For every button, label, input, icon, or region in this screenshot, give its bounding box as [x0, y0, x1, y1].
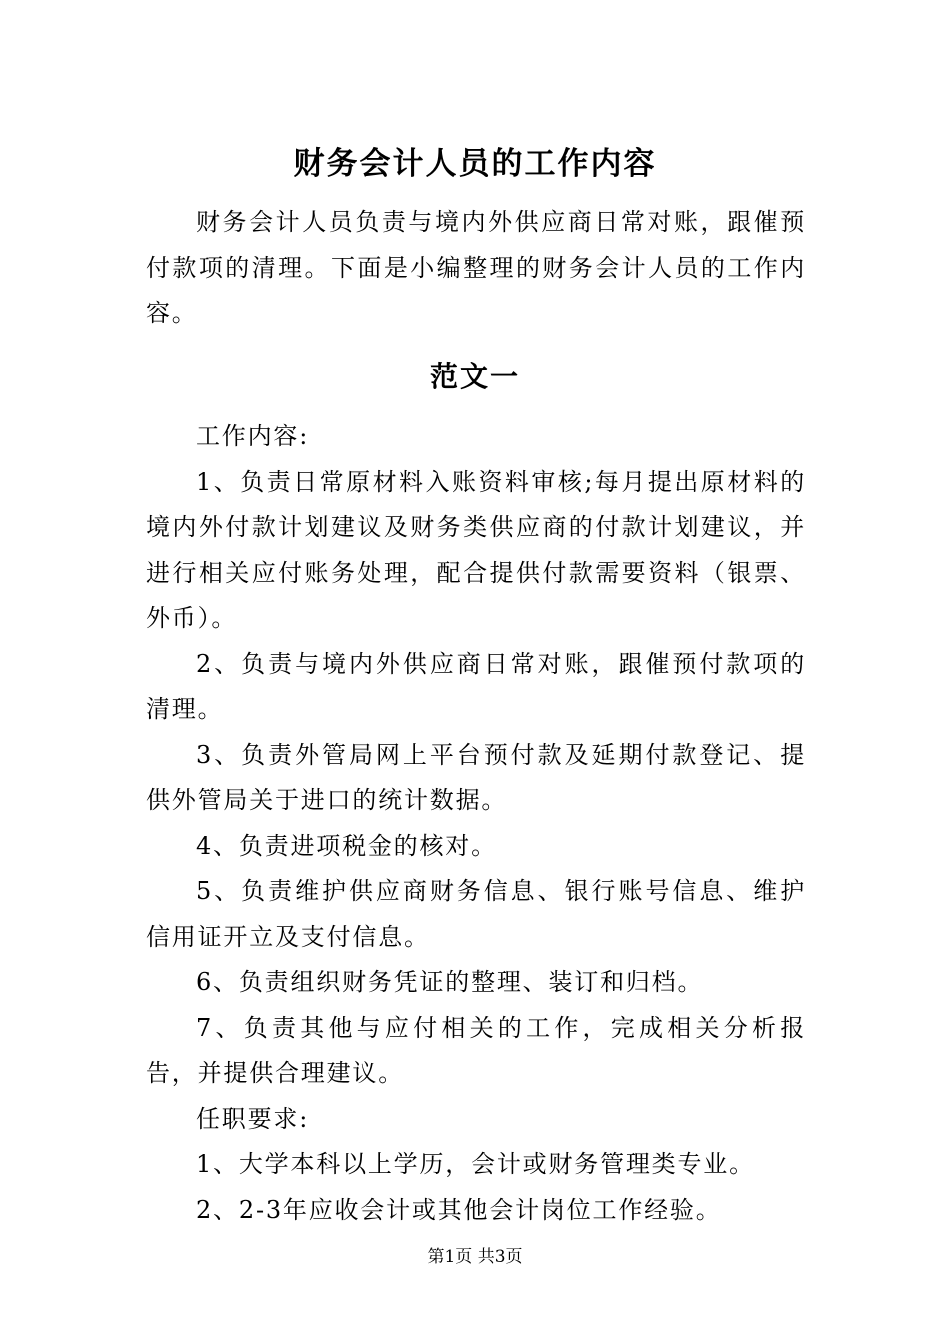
- intro-paragraph: 财务会计人员负责与境内外供应商日常对账，跟催预付款项的清理。下面是小编整理的财务会计人员的工作内容。: [146, 208, 806, 327]
- section-title: 范文一: [429, 360, 520, 393]
- paragraph-item-3: 3、负责外管局网上平台预付款及延期付款登记、提供外管局关于进口的统计数据。: [146, 740, 806, 814]
- paragraph-requirements-heading: 任职要求:: [196, 1104, 310, 1133]
- page-footer: 第1页 共3页: [427, 1247, 523, 1267]
- section-content: [146, 414, 806, 1233]
- paragraph-item-7: 7、负责其他与应付相关的工作，完成相关分析报告，并提供合理建议。: [146, 1013, 806, 1087]
- intro-block: [146, 200, 806, 337]
- paragraph-requirement-2: 2、2-3年应收会计或其他会计岗位工作经验。: [196, 1195, 722, 1224]
- paragraph-item-1: 1、负责日常原材料入账资料审核;每月提出原材料的境内外付款计划建议及财务类供应商的付款计划建议，并进行相关应付账务处理，配合提供付款需要资料（银票、外币）。: [146, 467, 806, 632]
- paragraph-item-6: 6、负责组织财务凭证的整理、装订和归档。: [196, 968, 704, 996]
- paragraph-requirement-1: 1、大学本科以上学历，会计或财务管理类专业。: [196, 1150, 755, 1178]
- paragraph-work-heading: 工作内容:: [196, 422, 310, 450]
- paragraph-item-4: 4、负责进项税金的核对。: [196, 831, 497, 860]
- paragraph-item-2: 2、负责与境内外供应商日常对账，跟催预付款项的清理。: [146, 649, 806, 723]
- document-title: 财务会计人员的工作内容: [293, 146, 657, 182]
- paragraph-item-5: 5、负责维护供应商财务信息、银行账号信息、维护信用证开立及支付信息。: [146, 877, 806, 951]
